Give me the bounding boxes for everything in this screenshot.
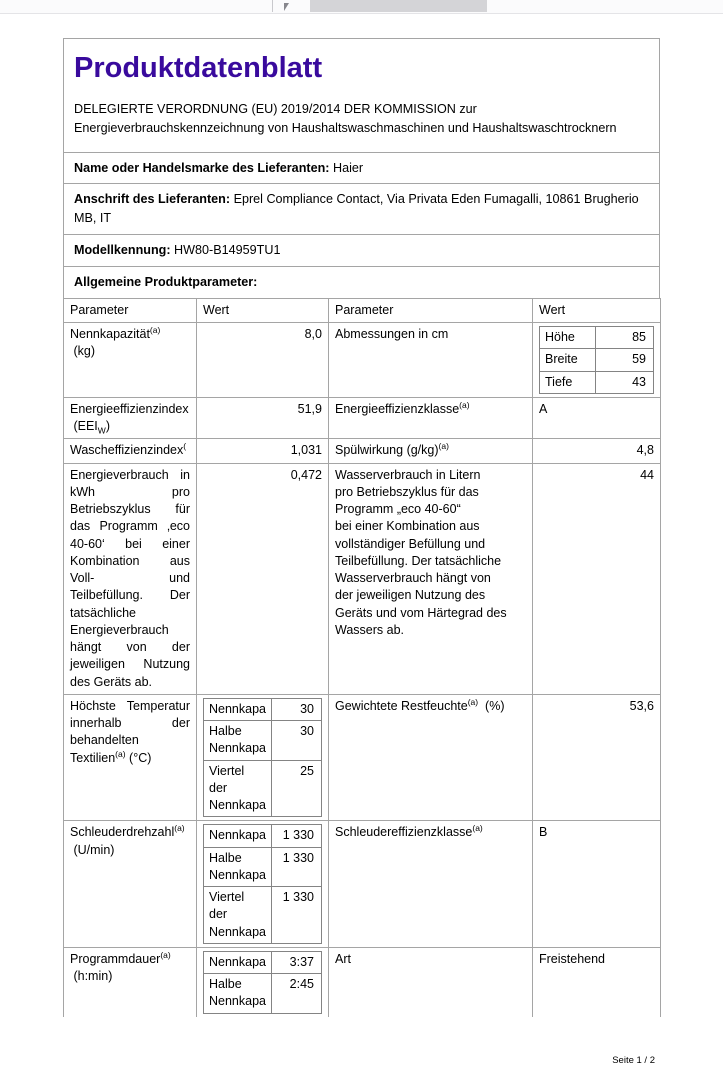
superscript-note: (a) xyxy=(438,441,449,452)
nested-label-cell: Breite xyxy=(540,349,596,371)
nested-value-cell: 2:45 xyxy=(272,974,322,1014)
nested-value-cell: 43 xyxy=(595,371,653,393)
nested-label-cell: Viertel der Nennkapa xyxy=(204,760,272,817)
table-row xyxy=(64,323,661,398)
parameter-cell: Schleudereffizienzklasse$^{(a)}$ xyxy=(329,821,533,948)
nested-value-cell: 1 330 xyxy=(272,825,322,847)
nested-row xyxy=(204,721,322,761)
nested-label-cell: Höhe xyxy=(540,327,596,349)
nested-label-cell: Nennkapa xyxy=(204,951,272,973)
superscript-note: (a) xyxy=(467,696,479,707)
value-cell: Freistehend xyxy=(533,947,661,1016)
parameter-cell: Abmessungen in cm xyxy=(329,323,533,398)
table-row xyxy=(64,694,661,821)
parameter-cell: Programmdauer$^{(a)}$ (h:min) xyxy=(64,947,197,1016)
parameter-cell: Spülwirkung $(g/kg)^{(a)}$ xyxy=(329,439,533,463)
supplier-address-row xyxy=(63,183,660,235)
nested-row xyxy=(204,974,322,1014)
nested-row xyxy=(540,371,654,393)
nested-value-cell: 25 xyxy=(272,760,322,817)
column-header-wert: Wert xyxy=(197,298,329,322)
parameters-grid xyxy=(63,298,661,1017)
nested-value-table xyxy=(539,326,654,394)
value-subtable-cell xyxy=(197,947,329,1016)
nested-row xyxy=(204,847,322,887)
parameter-cell: Energieeffizienzindex $(EEI_W)$ xyxy=(64,397,197,439)
subscript: W xyxy=(97,425,106,436)
parameter-cell: Höchste Temperatur innerhalb der behandelten Textilien$^{(a)}$ (°C) xyxy=(64,694,197,821)
value-cell: 1,031 xyxy=(197,439,329,463)
column-header-parameter: Parameter xyxy=(329,298,533,322)
superscript-note: (a) xyxy=(115,748,126,759)
subtitle-line-2: Energieverbrauchskennzeichnung von Haushaltswaschmaschinen und Haushaltswaschtrocknern xyxy=(74,121,617,136)
page-title: Produktdatenblatt xyxy=(74,52,323,84)
nested-value-table xyxy=(203,698,322,818)
superscript-note: (a) xyxy=(459,399,470,410)
nested-row xyxy=(204,825,322,847)
section-heading-row xyxy=(63,266,660,299)
value-cell: 0,472 xyxy=(197,463,329,694)
nested-row xyxy=(540,327,654,349)
model-label: Modellkennung: xyxy=(74,243,171,258)
regulation-subtitle xyxy=(74,100,649,139)
nested-label-cell: Viertel der Nennkapa xyxy=(204,887,272,944)
parameter-cell: Schleuderdrehzahl$^{(a)}$ (U/min) xyxy=(64,821,197,948)
nested-label-cell: Nennkapa xyxy=(204,825,272,847)
supplier-address-label: Anschrift des Lieferanten: xyxy=(74,192,231,207)
parameter-cell: Nennkapazität$^{(a)}$ (kg) xyxy=(64,323,197,398)
value-cell: 4,8 xyxy=(533,439,661,463)
table-row xyxy=(64,947,661,1016)
table-row xyxy=(64,439,661,463)
nested-value-table xyxy=(203,824,322,944)
nested-value-cell: 30 xyxy=(272,698,322,720)
nested-row xyxy=(204,951,322,973)
column-header-parameter: Parameter xyxy=(64,298,197,322)
toolbar-cursor-icon xyxy=(284,3,289,11)
parameter-cell: Art xyxy=(329,947,533,1016)
toolbar-divider xyxy=(272,0,273,12)
nested-value-table xyxy=(203,951,322,1014)
parameter-cell: Energieverbrauch in kWh pro Betriebszyklus für das Programm ‚eco 40-60‘ bei einer Kombination aus Voll- und Teilbefüllung. Der tatsächliche Energieverbrauch hängt von der jeweiligen Nutzung des Geräts ab. xyxy=(64,463,197,694)
parameter-cell: Wasserverbrauch in Litern pro Betriebszyklus für das Programm „eco 40-60“ bei einer Kombination aus vollständiger Befüllung und Teilbefüllung. Der tatsächliche Wasserverbrauch hängt von der jeweiligen Nutzung des Geräts und vom Härtegrad des Wassers ab. xyxy=(329,463,533,694)
supplier-name-value: Haier xyxy=(332,160,364,175)
superscript-note: (a) xyxy=(174,823,185,834)
nested-value-cell: 85 xyxy=(595,327,653,349)
table-header-row xyxy=(64,298,661,322)
value-cell: 8,0 xyxy=(197,323,329,398)
nested-value-cell: 1 330 xyxy=(272,847,322,887)
value-cell: B xyxy=(533,821,661,948)
model-value: HW80-B14959TU1 xyxy=(174,243,281,258)
nested-value-cell: 59 xyxy=(595,349,653,371)
value-cell: 51,9 xyxy=(197,397,329,439)
document-page xyxy=(63,38,660,1066)
parameter-cell: Gewichtete Restfeuchte$^{(a)}$ (%) xyxy=(329,694,533,821)
toolbar-control[interactable] xyxy=(310,0,487,12)
nested-label-cell: Halbe Nennkapa xyxy=(204,974,272,1014)
supplier-name-row xyxy=(63,152,660,185)
value-cell: 53,6 xyxy=(533,694,661,821)
superscript-note: (a) xyxy=(472,823,483,834)
nested-label-cell: Tiefe xyxy=(540,371,596,393)
superscript-note: (a) xyxy=(160,949,171,960)
superscript-note: (a) xyxy=(149,325,161,336)
supplier-address-value: Eprel Compliance Contact, Via Privata Eden Fumagalli, 10861 Brugherio MB, IT xyxy=(74,192,639,226)
value-cell: 44 xyxy=(533,463,661,694)
parameters-table xyxy=(63,298,660,1017)
nested-value-cell: 30 xyxy=(272,721,322,761)
nested-row xyxy=(204,887,322,944)
value-cell: A xyxy=(533,397,661,439)
column-header-wert: Wert xyxy=(533,298,661,322)
parameter-cell: Wascheffizienzindex( xyxy=(64,439,197,463)
value-subtable-cell xyxy=(197,821,329,948)
table-row xyxy=(64,397,661,439)
value-subtable-cell xyxy=(197,694,329,821)
page-number: Seite 1 / 2 xyxy=(612,1054,655,1066)
document-header xyxy=(63,38,660,153)
nested-label-cell: Nennkapa xyxy=(204,698,272,720)
nested-label-cell: Halbe Nennkapa xyxy=(204,721,272,761)
nested-row xyxy=(204,760,322,817)
supplier-name-label: Name oder Handelsmarke des Lieferanten: xyxy=(74,160,330,175)
nested-row xyxy=(540,349,654,371)
parameter-cell: Energieeffizienzklasse$^{(a)}$ xyxy=(329,397,533,439)
superscript-note: ( xyxy=(183,441,187,452)
pdf-toolbar xyxy=(0,0,723,14)
subtitle-line-1: DELEGIERTE VERORDNUNG (EU) 2019/2014 DER KOMMISSION zur xyxy=(74,101,477,116)
nested-value-cell: 1 330 xyxy=(272,887,322,944)
table-row xyxy=(64,463,661,694)
nested-row xyxy=(204,698,322,720)
table-row xyxy=(64,821,661,948)
value-subtable-cell xyxy=(533,323,661,398)
section-heading: Allgemeine Produktparameter: xyxy=(74,275,258,290)
nested-label-cell: Halbe Nennkapa xyxy=(204,847,272,887)
nested-value-cell: 3:37 xyxy=(272,951,322,973)
model-row xyxy=(63,234,660,267)
